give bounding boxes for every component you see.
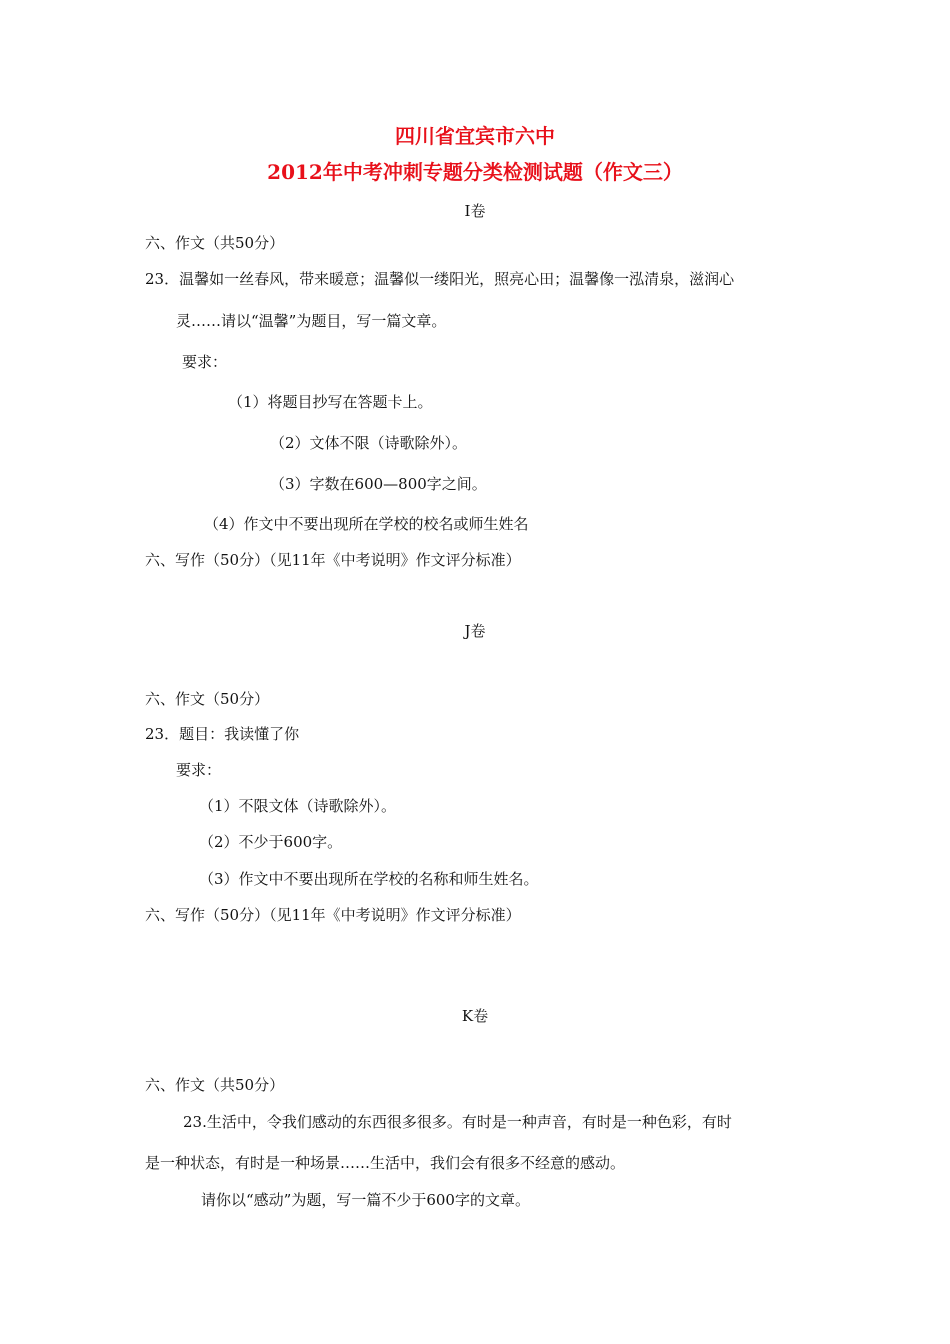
section-i-requirement-3: （3）字数在600—800字之间。: [270, 475, 487, 493]
section-label-k: K卷: [461, 1007, 489, 1025]
section-k-prompt-line3: 请你以“感动”为题，写一篇不少于600字的文章。: [201, 1191, 530, 1209]
section-j-requirement-1: （1）不限文体（诗歌除外）。: [199, 797, 397, 815]
section-i-requirement-2: （2）文体不限（诗歌除外）。: [270, 434, 468, 452]
section-i-requirement-4: （4）作文中不要出现所在学校的校名或师生姓名: [204, 515, 529, 533]
section-i-scoring: 六、写作（50分）（见11年《中考说明》作文评分标准）: [145, 551, 521, 569]
section-i-prompt-line2: 灵……请以“温馨”为题目，写一篇文章。: [176, 312, 447, 330]
section-j-requirements-label: 要求：: [176, 761, 222, 779]
section-k-prompt-line1: 23.生活中，令我们感动的东西很多很多。有时是一种声音，有时是一种色彩，有时: [183, 1113, 732, 1131]
section-label-i: I卷: [464, 202, 486, 220]
section-j-heading: 六、作文（50分）: [145, 690, 270, 708]
section-i-requirement-1: （1）将题目抄写在答题卡上。: [228, 393, 433, 411]
section-i-requirements-label: 要求：: [182, 353, 228, 371]
section-j-prompt: 23．题目：我读懂了你: [145, 725, 300, 743]
section-j-requirement-3: （3）作文中不要出现所在学校的名称和师生姓名。: [199, 870, 539, 888]
section-k-prompt-line2: 是一种状态，有时是一种场景……生活中，我们会有很多不经意的感动。: [145, 1154, 626, 1172]
school-name: 四川省宜宾市六中: [395, 124, 555, 148]
section-j-scoring: 六、写作（50分）（见11年《中考说明》作文评分标准）: [145, 906, 521, 924]
page-title: 2012年中考冲刺专题分类检测试题（作文三）: [267, 160, 683, 184]
section-j-requirement-2: （2）不少于600字。: [199, 833, 343, 851]
section-i-prompt-line1: 23．温馨如一丝春风，带来暖意；温馨似一缕阳光，照亮心田；温馨像一泓清泉，滋润心: [145, 270, 735, 288]
section-label-j: J卷: [464, 622, 486, 640]
section-i-heading: 六、作文（共50分）: [145, 234, 285, 252]
section-k-heading: 六、作文（共50分）: [145, 1076, 285, 1094]
